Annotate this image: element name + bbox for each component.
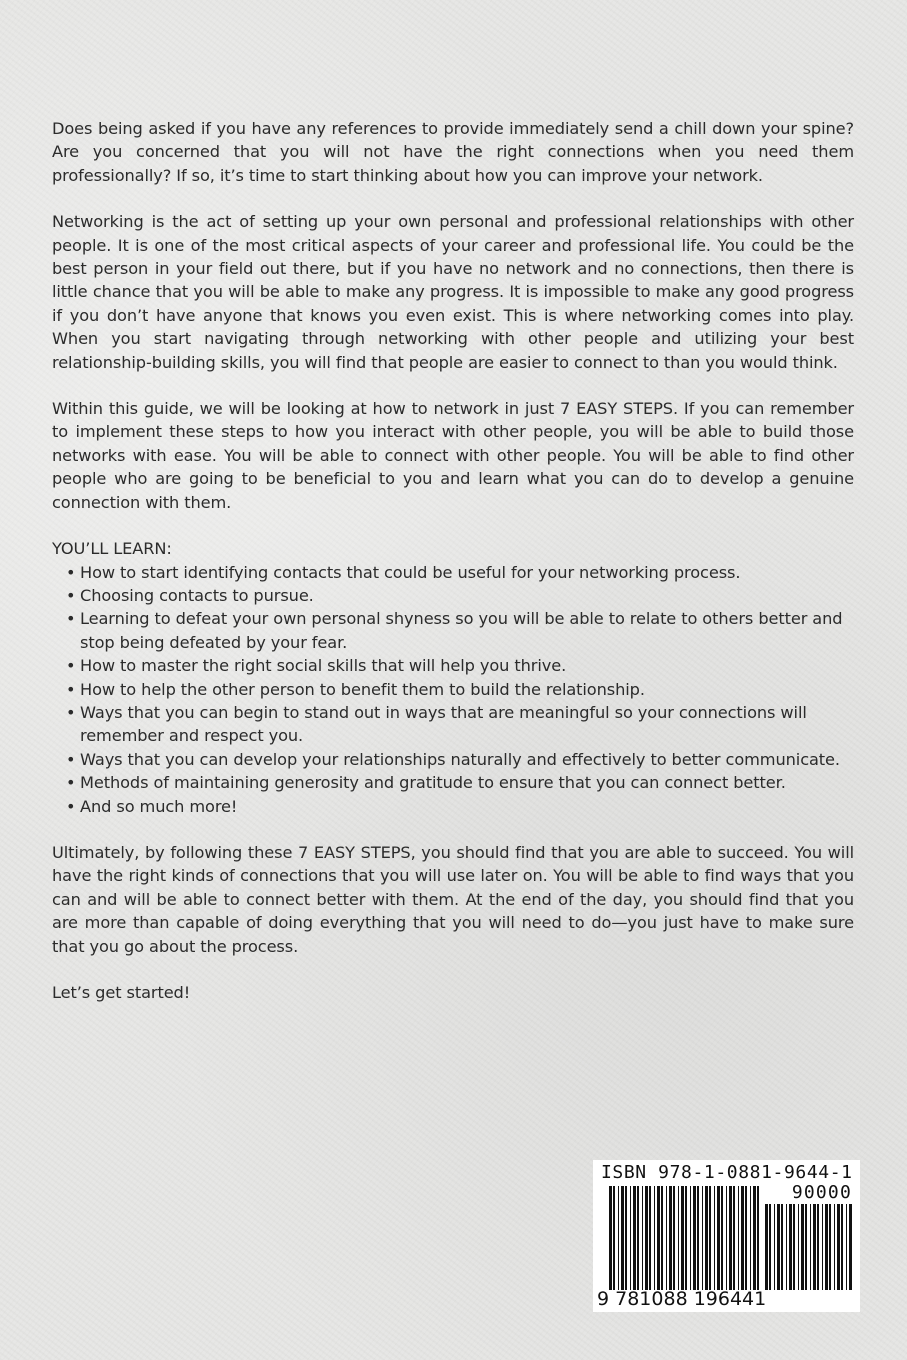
closing-paragraph: Ultimately, by following these 7 EASY STEPS, you should find that you are able to succeed. You will have the right kinds of connections that you will use later on. You will be able to find ways that you can and will be able to connect better with them. At the end of the day, you should find that you are more than capable of doing everything that you will need to do—you just have to make sure that you go about the process. (52, 842, 854, 956)
learn-heading: YOU’LL LEARN: (52, 539, 172, 559)
list-item: • Choosing contacts to pursue. (66, 584, 854, 607)
learn-list (52, 561, 854, 818)
list-item: • How to help the other person to benefit them to build the relationship. (66, 678, 854, 701)
price-code: 90000 (791, 1182, 852, 1203)
list-item: • How to master the right social skills that will help you thrive. (66, 654, 854, 677)
isbn-label: ISBN 978-1-0881-9644-1 (601, 1162, 853, 1183)
networking-paragraph: Networking is the act of setting up your own personal and professional relationships with other people. It is one of the most critical aspects of your career and professional life. You could be the best person in your field out there, but if you have no network and no connections, then there is little chance that you will be able to make any progress. It is impossible to make any good progress if you don’t have anyone that knows you even exist. This is where networking comes into play. When you start navigating through networking with other people and utilizing your best relationship-building skills, you will find that people are easier to connect to than you would think. (52, 212, 854, 372)
list-item: • And so much more! (66, 795, 854, 818)
isbn-barcode (593, 1160, 860, 1312)
list-item: • Ways that you can begin to stand out in ways that are meaningful so your connections will remember and respect you. (66, 701, 854, 748)
barcode-bars-icon (609, 1186, 759, 1290)
barcode-digits: 9 781088 196441 (597, 1288, 767, 1310)
list-item: • How to start identifying contacts that could be useful for your networking process. (66, 561, 854, 584)
guide-paragraph: Within this guide, we will be looking at how to network in just 7 EASY STEPS. If you can remember to implement these steps to how you interact with other people, you will be able to build those networks with ease. You will be able to connect with other people. You will be able to find other people who are going to be beneficial to you and learn what you can do to develop a genuine connection with them. (52, 399, 854, 512)
call-to-action: Let’s get started! (52, 983, 191, 1002)
intro-paragraph: Does being asked if you have any references to provide immediately send a chill down your spine? Are you concerned that you will not have the right connections when you need them professionally? If so, it’s time to start thinking about how you can improve your network. (52, 119, 854, 185)
list-item: • Ways that you can develop your relationships naturally and effectively to better communicate. (66, 748, 854, 771)
blurb-text (52, 117, 854, 1027)
list-item: • Learning to defeat your own personal shyness so you will be able to relate to others better and stop being defeated by your fear. (66, 607, 854, 654)
price-barcode-bars-icon (765, 1204, 853, 1290)
list-item: • Methods of maintaining generosity and gratitude to ensure that you can connect better. (66, 771, 854, 794)
